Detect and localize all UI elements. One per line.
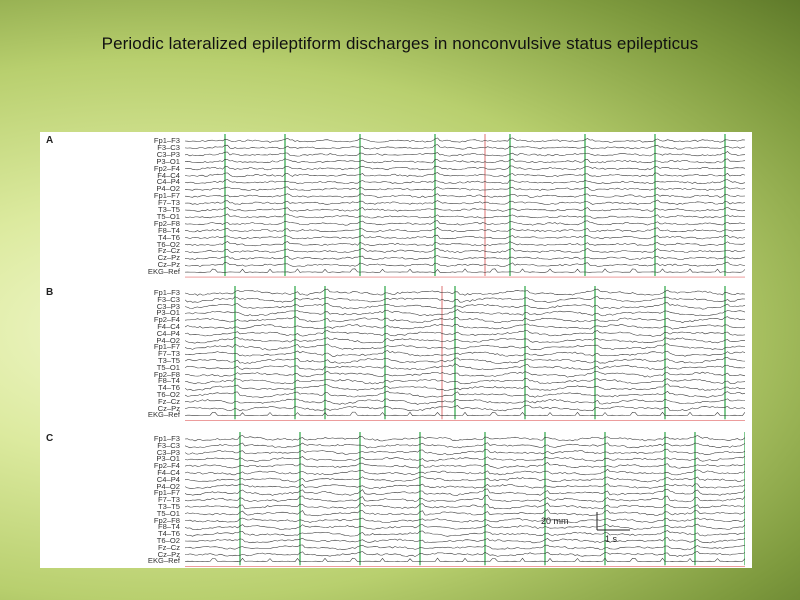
- channel-label: T5–O1: [156, 211, 180, 221]
- channel-label: Fp2–F8: [153, 515, 180, 525]
- channel-label: C4–P4: [156, 474, 180, 484]
- eeg-trace: [185, 531, 745, 537]
- channel-label: Fp2–F4: [153, 315, 180, 325]
- channel-label: Fp1–F3: [153, 434, 180, 443]
- channel-label: C3–P3: [156, 301, 180, 311]
- eeg-trace: [185, 551, 745, 556]
- eeg-trace: [185, 303, 745, 310]
- channel-label: Fp1–F7: [153, 191, 180, 201]
- channel-label: F7–T3: [158, 198, 180, 208]
- eeg-trace: [185, 289, 745, 295]
- eeg-trace: [185, 227, 745, 232]
- channel-label: F4–C4: [157, 468, 180, 477]
- channel-label: F3–C3: [157, 294, 180, 304]
- eeg-trace: [185, 435, 745, 441]
- channel-label: Fp2–F8: [153, 218, 180, 228]
- eeg-trace: [185, 449, 745, 455]
- eeg-trace: [185, 484, 745, 489]
- eeg-trace: [185, 489, 745, 496]
- eeg-trace: [185, 538, 745, 544]
- channel-label: T6–O2: [156, 239, 180, 249]
- eeg-trace: [185, 331, 745, 337]
- eeg-trace: [185, 510, 745, 516]
- eeg-trace: [185, 384, 745, 391]
- eeg-trace: [185, 179, 745, 183]
- eeg-trace: [185, 378, 745, 384]
- eeg-trace: [185, 159, 745, 163]
- channel-label: Cz–Pz: [157, 403, 180, 413]
- channel-label: T4–T6: [158, 232, 180, 242]
- eeg-trace: [185, 173, 745, 177]
- channel-label: Fp2–F8: [153, 369, 180, 379]
- eeg-traces-a: [185, 132, 745, 280]
- channel-label: Fp1–F7: [153, 342, 180, 352]
- channel-label: F4–C4: [157, 170, 180, 180]
- channel-label: F8–T4: [158, 225, 180, 235]
- channel-label: T3–T5: [158, 205, 180, 214]
- channel-label: T3–T5: [158, 502, 180, 511]
- channel-label: EKG–Ref: [147, 267, 180, 277]
- channel-label: T3–T5: [158, 356, 180, 365]
- eeg-trace: [185, 324, 745, 329]
- eeg-trace: [185, 221, 745, 226]
- eeg-trace: [185, 545, 745, 550]
- eeg-trace: [185, 187, 745, 191]
- channel-label: F7–T3: [158, 349, 180, 359]
- eeg-trace: [185, 269, 745, 273]
- eeg-trace: [185, 344, 745, 350]
- panel-letter-a: A: [46, 135, 54, 146]
- eeg-trace: [185, 317, 745, 323]
- channel-label: EKG–Ref: [147, 556, 180, 566]
- eeg-trace: [185, 207, 745, 211]
- eeg-trace: [185, 310, 745, 316]
- eeg-trace: [185, 463, 745, 469]
- eeg-trace: [185, 242, 745, 246]
- scale-time-label: 1 s: [605, 534, 618, 544]
- eeg-trace: [185, 476, 745, 482]
- channel-label: F4–C4: [157, 322, 180, 331]
- eeg-trace: [185, 350, 745, 356]
- channel-label: Fp1–F7: [153, 488, 180, 498]
- eeg-trace: [185, 518, 745, 523]
- eeg-panel-c: [40, 430, 752, 568]
- eeg-panel-b: [40, 284, 752, 422]
- panel-letter-b: B: [46, 287, 54, 298]
- channel-label: Fp1–F3: [153, 288, 180, 297]
- channel-label: F3–C3: [157, 440, 180, 450]
- channel-label: Cz–Pz: [157, 253, 180, 263]
- slide-title: Periodic lateralized epileptiform discharges in nonconvulsive status epilepticus: [101, 34, 699, 53]
- channel-label: T4–T6: [158, 529, 180, 539]
- channel-label: T6–O2: [156, 536, 180, 545]
- eeg-trace: [185, 391, 745, 397]
- scale-amplitude-label: 20 mm: [541, 516, 569, 526]
- eeg-trace: [185, 524, 745, 530]
- eeg-trace: [185, 399, 745, 405]
- eeg-trace: [185, 338, 745, 344]
- eeg-trace: [185, 364, 745, 370]
- channel-label: C4–P4: [156, 177, 180, 187]
- channel-label: Fp2–F4: [153, 163, 180, 173]
- eeg-trace: [185, 262, 745, 267]
- panel-letter-c: C: [46, 433, 54, 444]
- channel-label: Fz–Cz: [158, 246, 180, 256]
- channel-label: Cz–Pz: [157, 549, 180, 559]
- channel-label: P4–O2: [156, 184, 180, 194]
- channel-label: F8–T4: [158, 376, 180, 386]
- eeg-trace: [185, 248, 745, 253]
- channel-label: Fz–Cz: [158, 542, 180, 552]
- channel-label: Cz–Pz: [157, 260, 180, 270]
- eeg-figure: [40, 132, 752, 568]
- eeg-trace: [185, 194, 745, 198]
- channel-label: T6–O2: [156, 390, 180, 399]
- channel-label: P3–O1: [156, 454, 180, 464]
- channel-label: P3–O1: [156, 308, 180, 318]
- eeg-traces-c: [185, 430, 745, 568]
- eeg-trace: [185, 200, 745, 205]
- eeg-trace: [185, 357, 745, 363]
- channel-label: P4–O2: [156, 481, 180, 491]
- channel-label: P3–O1: [156, 156, 180, 166]
- eeg-panel-a: [40, 132, 752, 280]
- eeg-trace: [185, 371, 745, 377]
- eeg-trace: [185, 297, 745, 303]
- eeg-trace: [185, 152, 745, 157]
- channel-label: Fp2–F4: [153, 461, 180, 471]
- eeg-trace: [185, 503, 745, 509]
- channel-label: Fp1–F3: [153, 136, 180, 145]
- eeg-trace: [185, 166, 745, 170]
- eeg-trace: [185, 495, 745, 502]
- eeg-trace: [185, 405, 745, 411]
- channel-label: T5–O1: [156, 508, 180, 518]
- channel-label: EKG–Ref: [147, 410, 180, 420]
- channel-label: F3–C3: [157, 142, 180, 152]
- channel-label: F7–T3: [158, 495, 180, 505]
- eeg-traces-b: [185, 284, 745, 422]
- eeg-trace: [185, 235, 745, 239]
- channel-label: T5–O1: [156, 362, 180, 372]
- eeg-trace: [185, 255, 745, 259]
- channel-label: T4–T6: [158, 383, 180, 393]
- eeg-trace: [185, 138, 745, 143]
- eeg-trace: [185, 443, 745, 448]
- channel-label: F8–T4: [158, 522, 180, 532]
- eeg-trace: [185, 558, 745, 562]
- eeg-trace: [185, 456, 745, 461]
- channel-label: Fz–Cz: [158, 396, 180, 406]
- eeg-trace: [185, 469, 745, 475]
- eeg-trace: [185, 214, 745, 218]
- channel-label: P4–O2: [156, 335, 180, 345]
- channel-label: C4–P4: [156, 328, 180, 338]
- eeg-trace: [185, 412, 745, 416]
- eeg-trace: [185, 145, 745, 150]
- channel-label: C3–P3: [156, 149, 180, 159]
- channel-label: C3–P3: [156, 447, 180, 457]
